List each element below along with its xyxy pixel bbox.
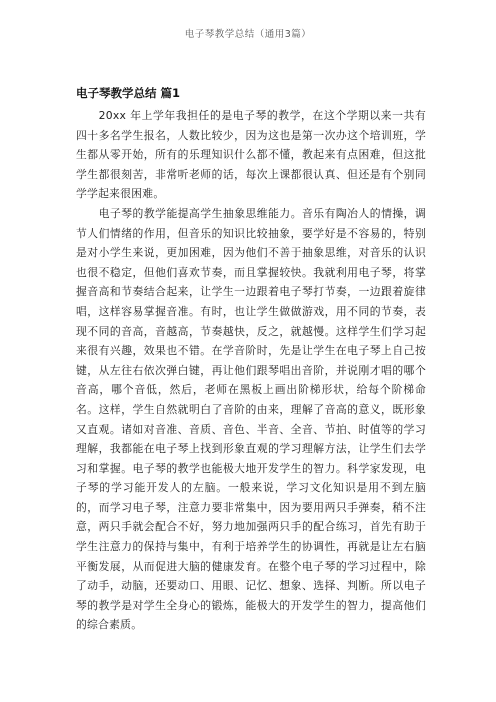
document-header: 电子琴教学总结（通用3篇） xyxy=(184,29,312,40)
paragraph-teaching-methods: 电子琴的教学能提高学生抽象思维能力。音乐有陶冶人的情操，调节人们情绪的作用，但音乐的知识比较抽象，要学好是不容易的，特别是对小学生来说，更加困难，因为他们不善于抽象思维，对音乐的认识也很不稳定，但他们喜欢节奏，而且掌握较快。我就利用电子琴，将掌握音高和节奏结合起来，让学生一边跟着电子琴打节奏，一边跟着旋律唱，这样容易掌握音准。有时，也让学生做做游戏，用不同的节奏，表现不同的音高，音越高，节奏越快，反之，就越慢。这样学生们学习起来很有兴趣，效果也不错。在学音阶时，先是让学生在电子琴上自己按键，从左往右依次弹白键，再让他们跟琴唱出音阶，并说刚才唱的哪个音高，哪个音低，然后，老师在黑板上画出阶梯形状，给每个阶梯命名。这样，学生自然就明白了音阶的由来，理解了音高的意义，既形象又直观。诸如对音准、音质、音色、半音、全音、节拍、时值等的学习理解，我都能在电子琴上找到形象直观的学习理解方法，让学生们去学习和掌握。电子琴的教学也能极大地开发学生的智力。科学家发现，电子琴的学习能开发人的左脑。一般来说，学习文化知识是用不到左脑的，而学习电子琴，注意力要非常集中，因为要用两只手弹奏，稍不注意，两只手就会配合不好，努力地加强两只手的配合练习，首先有助于学生注意力的保持与集中，有利于培养学生的协调性，再就是让左右脑平衡发展，从而促进大脑的健康发育。在整个电子琴的学习过程中，除了动手，动脑，还要动口、用眼、记忆、想象、选择、判断。所以电子琴的教学是对学生全身心的锻炼，能极大的开发学生的智力，提高他们的综合素质。 xyxy=(76,206,426,632)
section-title: 电子琴教学总结 篇1 xyxy=(76,86,181,100)
paragraph-intro: 20xx 年上学年我担任的是电子琴的教学，在这个学期以来一共有四十多名学生报名，人数比较少，因为这也是第一次办这个培训班，学生都从零开始，所有的乐理知识什么都不懂，教起来有点困难，但这批学生都很刻苦，非常听老师的话，每次上课都很认真、但还是有个别同学学起来很困难。 xyxy=(76,109,426,201)
document-body xyxy=(76,84,426,635)
